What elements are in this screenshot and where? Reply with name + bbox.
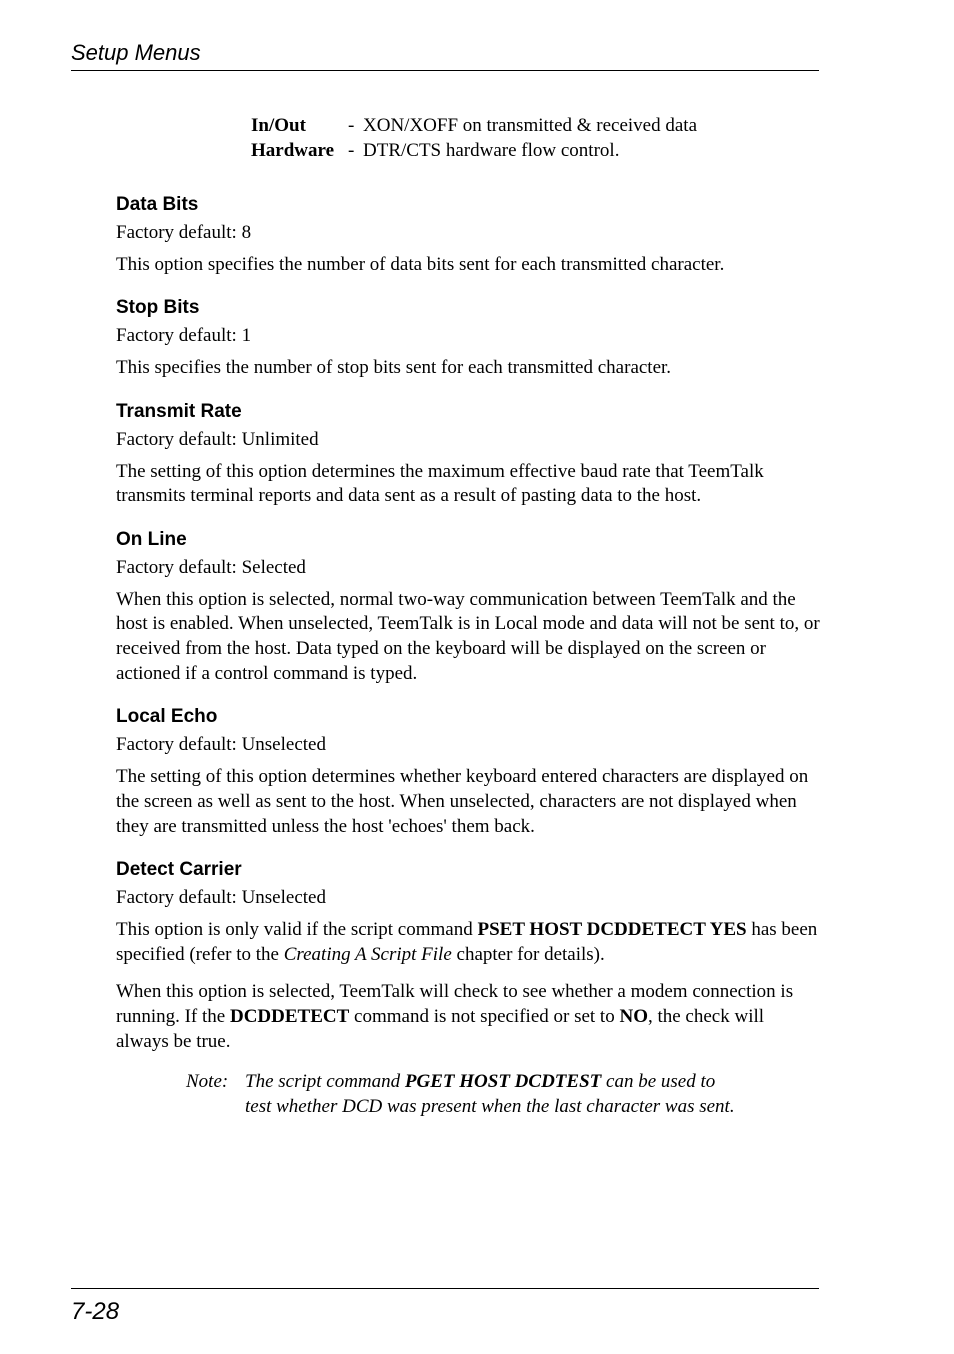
section-title: Transmit Rate [116, 400, 242, 422]
section-description: When this option is selected, normal two-way communication between TeemTalk and the host is enabled. When unselected, TeemTalk is in Local mode and data will not be sent to, or received from the host. Data typed on the keyboard will be displayed on the screen or actioned if a control command is typed. [116, 588, 820, 684]
section-stop-bits [116, 295, 821, 380]
page-number: 7-28 [71, 1298, 120, 1325]
text-run: , the check will always be true. [116, 1006, 765, 1052]
section-description: The setting of this option determines whether keyboard entered characters are displayed on the screen as well as sent to the host. When unselected, characters are not displayed when they are transmitted unless the host 'echoes' them back. [116, 766, 809, 837]
factory-default: Factory default: Selected [116, 556, 306, 578]
chapter-reference: Creating A Script File [283, 943, 452, 965]
text-run: chapter for details). [451, 943, 605, 965]
flow-option-in-out [251, 113, 697, 138]
factory-default: Factory default: Unlimited [116, 428, 319, 450]
section-title: Data Bits [116, 194, 199, 215]
page-header-title: Setup Menus [71, 40, 201, 65]
text-run: The script command [245, 1071, 405, 1093]
text-run: When this option is selected, TeemTalk will check to see whether a modem connection is running. If the [116, 981, 794, 1028]
text-run: has been specified (refer to the [116, 918, 818, 965]
flow-desc: XON/XOFF on transmitted & received data [363, 115, 698, 136]
section-description: This specifies the number of stop bits sent for each transmitted character. [116, 357, 672, 379]
command-keyword: NO [619, 1006, 648, 1028]
section-title: Detect Carrier [116, 859, 242, 881]
flow-control-options [251, 113, 697, 163]
note [186, 1070, 745, 1119]
flow-term: Hardware [251, 140, 335, 161]
footer-rule [71, 1288, 819, 1289]
section-detect-carrier [116, 857, 821, 1120]
text-run: can be used to test whether DCD was present when the last character was sent. [245, 1071, 735, 1118]
text-run: This option is only valid if the script command [116, 918, 478, 940]
header-rule [71, 70, 819, 71]
section-description: This option specifies the number of data bits sent for each transmitted character. [116, 253, 725, 275]
flow-dash: - [348, 140, 355, 161]
section-title: Stop Bits [116, 297, 200, 319]
section-on-line [116, 527, 821, 687]
section-local-echo [116, 704, 821, 839]
command-keyword: DCDDETECT [229, 1006, 350, 1028]
flow-term: In/Out [251, 115, 306, 136]
script-command: PSET HOST DCDDETECT YES [477, 918, 747, 940]
section-description [116, 980, 821, 1054]
section-description: The setting of this option determines the maximum effective baud rate that TeemTalk transmits terminal reports and data sent as a result of pasting data to the host. [116, 460, 764, 507]
section-transmit-rate [116, 399, 821, 509]
factory-default: Factory default: Unselected [116, 734, 326, 756]
text-run: command is not specified or set to [349, 1006, 620, 1028]
flow-option-hardware [251, 138, 697, 163]
script-command: PGET HOST DCDTEST [404, 1071, 602, 1093]
section-data-bits [116, 192, 821, 277]
section-title: On Line [116, 528, 187, 550]
flow-desc: DTR/CTS hardware flow control. [363, 140, 620, 161]
section-description [116, 918, 821, 967]
factory-default: Factory default: Unselected [116, 887, 326, 909]
page-content [116, 192, 821, 1138]
section-title: Local Echo [116, 706, 218, 728]
factory-default: Factory default: 1 [116, 325, 252, 347]
note-label: Note: [186, 1071, 229, 1093]
flow-dash: - [348, 115, 355, 136]
factory-default: Factory default: 8 [116, 222, 252, 243]
